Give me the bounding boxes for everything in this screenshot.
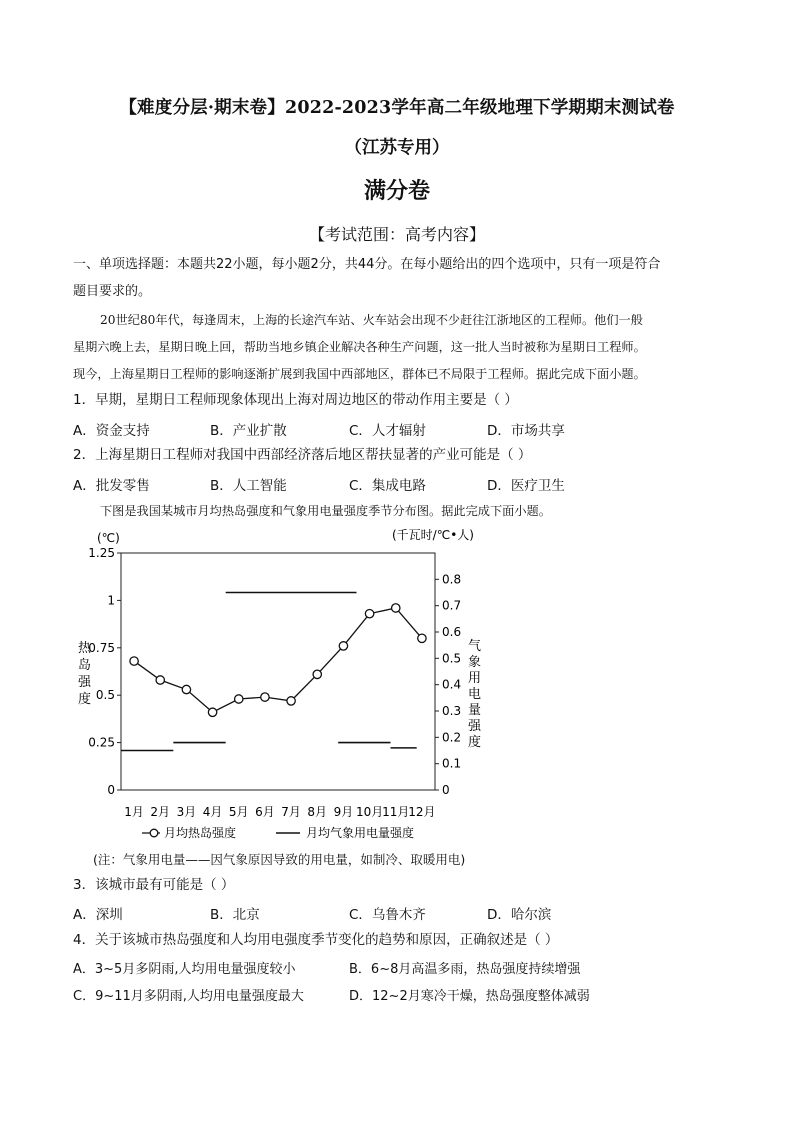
passage1-line1: 20世纪80年代，每逢周末，上海的长途汽车站、火车站会出现不少赶往江浙地区的工程师。他们一般 — [100, 313, 643, 327]
heat-island-point — [235, 695, 243, 703]
heat-island-point — [287, 697, 295, 705]
passage1-line2: 星期六晚上去，星期日晚上回，帮助当地乡镇企业解决各种生产问题，这一批人当时被称为星期日工程师。 — [73, 340, 646, 354]
question-2-option-a[interactable]: A．批发零售 — [73, 478, 150, 494]
right-axis-title-char: 量 — [468, 703, 482, 718]
left-tick-label: 0 — [107, 783, 115, 797]
x-tick-label: 10月 — [355, 805, 384, 819]
passage1-line3: 现今，上海星期日工程师的影响逐渐扩展到我国中西部地区，群体已不局限于工程师。据此完成下面小题。 — [73, 367, 646, 381]
heat-island-point — [156, 676, 164, 684]
x-tick-label: 3月 — [176, 805, 197, 819]
question-1-option-a[interactable]: A．资金支持 — [73, 423, 150, 439]
question-3-option-c[interactable]: C．乌鲁木齐 — [349, 907, 426, 923]
x-tick-label: 12月 — [408, 805, 436, 819]
right-tick-label: 0.8 — [442, 572, 462, 587]
right-axis-title-char: 气 — [468, 639, 482, 654]
right-axis-title-char: 强 — [468, 719, 482, 734]
question-1-option-d[interactable]: D．市场共享 — [487, 423, 565, 439]
legend-label-electricity: 月均气象用电量强度 — [306, 826, 415, 840]
right-tick-label: 0.5 — [442, 651, 462, 666]
x-tick-label: 2月 — [150, 805, 171, 819]
left-tick-label: 0.75 — [88, 640, 115, 655]
right-tick-label: 0.1 — [442, 756, 462, 771]
right-axis-title-char: 电 — [468, 687, 482, 702]
right-tick-label: 0.3 — [442, 704, 462, 718]
left-axis-title-char: 强 — [78, 675, 92, 690]
right-unit-label: (千瓦时/℃•人) — [392, 528, 474, 542]
heat-island-point — [392, 604, 400, 612]
heat-island-point — [208, 708, 216, 716]
heat-island-point — [418, 634, 426, 642]
x-tick-label: 9月 — [333, 805, 354, 819]
question-1-stem: 1．早期，星期日工程师现象体现出上海对周边地区的带动作用主要是（ ） — [73, 392, 518, 408]
left-axis-title-char: 度 — [78, 692, 92, 707]
question-2-option-c[interactable]: C．集成电路 — [349, 478, 426, 494]
left-unit-label: (℃) — [97, 531, 120, 545]
exam-scope: 【考试范围：高考内容】 — [308, 225, 485, 244]
x-tick-label: 4月 — [202, 805, 223, 819]
right-axis-title-char: 象 — [468, 655, 482, 670]
left-tick-label: 0.5 — [95, 688, 115, 703]
question-3-option-b[interactable]: B．北京 — [210, 907, 260, 923]
right-tick-label: 0.4 — [442, 677, 462, 692]
left-tick-label: 1 — [107, 593, 115, 608]
heat-island-point — [182, 685, 190, 693]
right-tick-label: 0.6 — [442, 625, 462, 639]
paper-level-heading: 满分卷 — [363, 179, 430, 204]
question-2-option-d[interactable]: D．医疗卫生 — [487, 478, 565, 494]
heat-island-point — [261, 693, 269, 701]
page-subtitle: （江苏专用） — [344, 138, 450, 158]
legend-marker-heat-island — [150, 829, 158, 837]
x-tick-label: 7月 — [281, 805, 301, 819]
right-tick-label: 0.2 — [442, 730, 462, 745]
question-4-option-b[interactable]: B．6~8月高温多雨，热岛强度持续增强 — [349, 962, 581, 977]
heat-island-point — [130, 657, 138, 665]
page-title: 【难度分层·期末卷】2022-2023学年高二年级地理下学期期末测试卷 — [119, 98, 675, 118]
right-tick-label: 0 — [442, 783, 450, 797]
x-tick-label: 8月 — [307, 805, 328, 819]
section-instruction-line1: 一、单项选择题：本题共22小题，每小题2分，共44分。在每小题给出的四个选项中，只有一项是符合 — [73, 257, 661, 272]
question-3-option-d[interactable]: D．哈尔滨 — [487, 907, 552, 923]
passage2: 下图是我国某城市月均热岛强度和气象用电量强度季节分布图。据此完成下面小题。 — [100, 504, 551, 518]
right-axis-title-char: 度 — [468, 735, 482, 750]
question-4-stem: 4．关于该城市热岛强度和人均用电强度季节变化的趋势和原因，正确叙述是（ ） — [73, 932, 559, 948]
question-1-option-c[interactable]: C．人才辐射 — [349, 423, 426, 439]
section-instruction-line2: 题目要求的。 — [73, 284, 152, 299]
x-tick-label: 6月 — [255, 805, 275, 819]
question-4-option-d[interactable]: D．12~2月寒冷干燥，热岛强度整体减弱 — [349, 989, 590, 1004]
question-4-option-c[interactable]: C．9~11月多阴雨,人均用电量强度最大 — [73, 989, 304, 1004]
x-tick-label: 5月 — [228, 805, 249, 819]
x-tick-label: 11月 — [382, 805, 410, 819]
question-3-stem: 3．该城市最有可能是（ ） — [73, 877, 235, 893]
heat-island-point — [313, 670, 321, 678]
left-axis-title-char: 热 — [78, 641, 92, 656]
left-tick-label: 0.25 — [88, 735, 115, 750]
question-1-option-b[interactable]: B．产业扩散 — [210, 423, 287, 439]
legend-label-heat-island: 月均热岛强度 — [164, 826, 237, 840]
plot-frame — [121, 553, 435, 790]
chart-note: (注：气象用电量——因气象原因导致的用电量，如制冷、取暖用电) — [93, 852, 466, 867]
question-4-option-a[interactable]: A．3~5月多阴雨,人均用电量强度较小 — [73, 962, 296, 977]
heat-island-line — [134, 608, 422, 712]
heat-island-point — [365, 609, 373, 617]
x-tick-label: 1月 — [124, 805, 144, 819]
heat-island-electricity-chart — [80, 520, 500, 850]
question-2-stem: 2．上海星期日工程师对我国中西部经济落后地区帮扶显著的产业可能是（ ） — [73, 447, 532, 463]
right-axis-title-char: 用 — [468, 671, 482, 686]
question-2-option-b[interactable]: B．人工智能 — [210, 478, 287, 494]
right-tick-label: 0.7 — [442, 598, 462, 613]
left-tick-label: 1.25 — [88, 546, 115, 560]
question-3-option-a[interactable]: A．深圳 — [73, 907, 123, 923]
heat-island-point — [339, 642, 347, 650]
left-axis-title-char: 岛 — [78, 658, 92, 673]
